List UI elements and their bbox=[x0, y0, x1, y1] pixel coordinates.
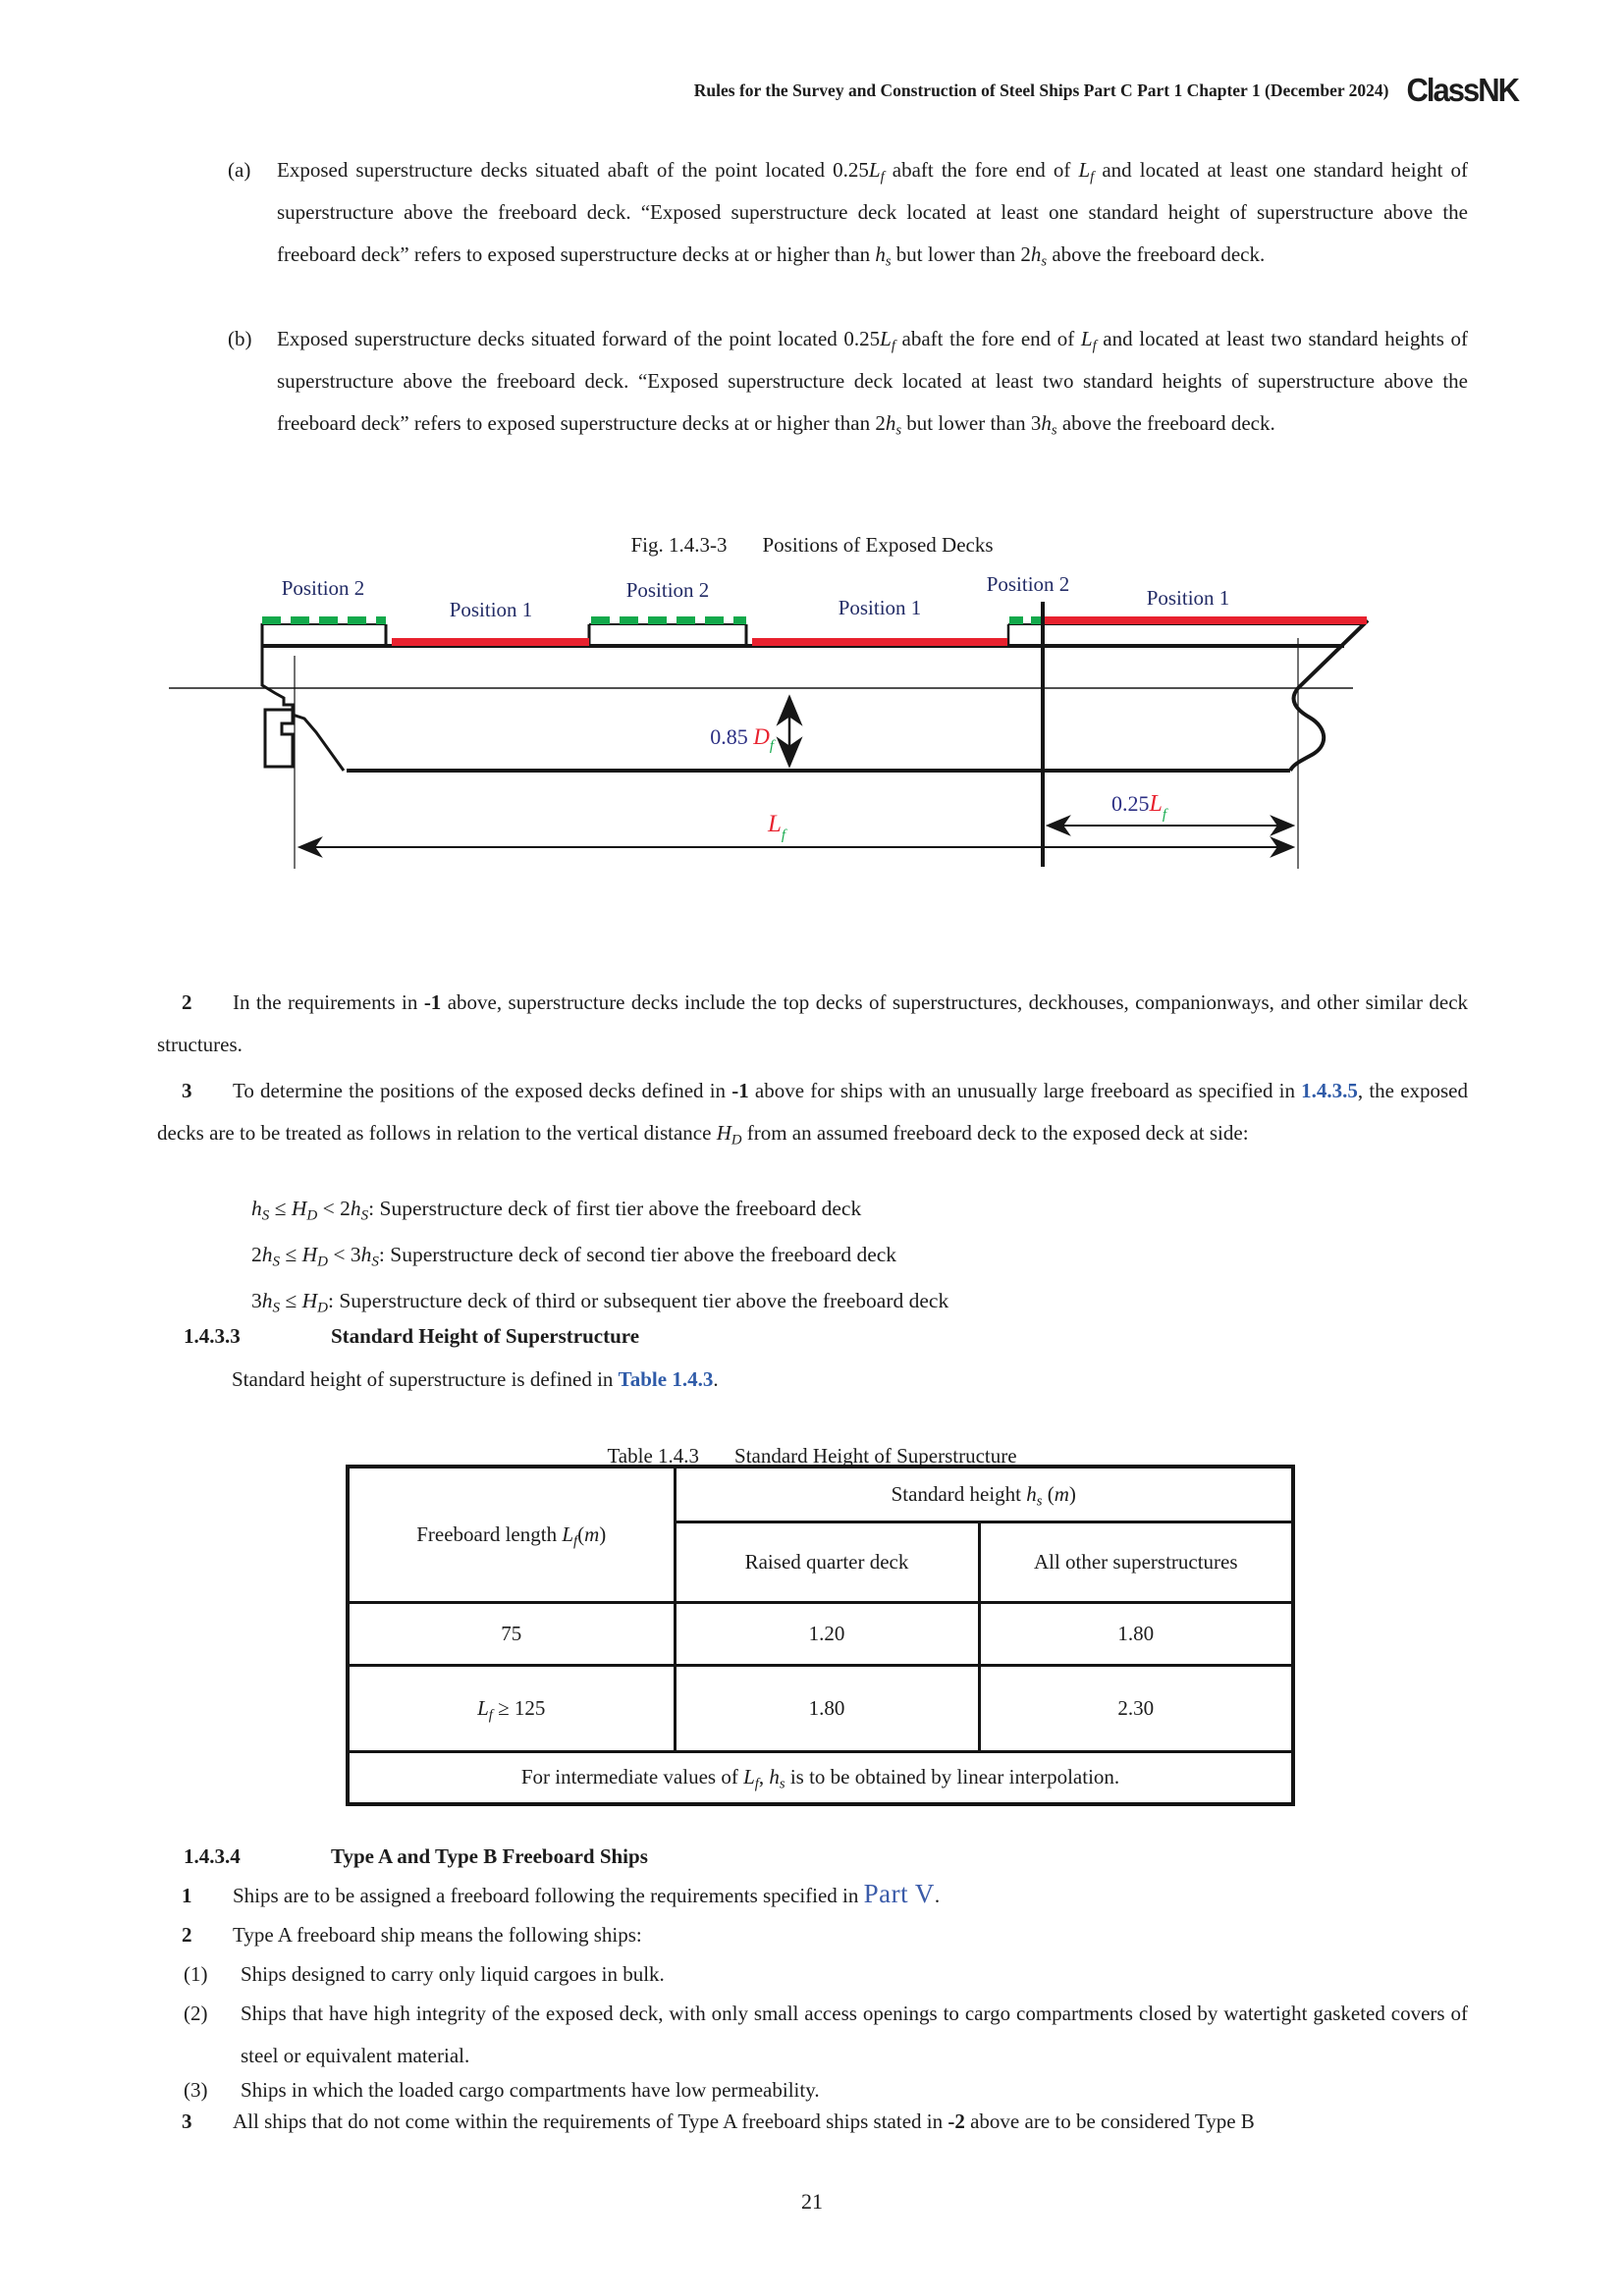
text-segment: s bbox=[1041, 253, 1048, 270]
text-segment: Ships that have high integrity of the exposed deck, with only small access openings to cargo compartments closed by watertight gasketed covers of steel or equivalent material. bbox=[241, 2002, 1468, 2067]
text-segment: h bbox=[1041, 411, 1052, 435]
classnk-logo: ClassNK bbox=[1406, 71, 1518, 109]
item-marker: (1) bbox=[184, 1962, 208, 1986]
bulbous-bow-curve bbox=[1290, 688, 1324, 771]
text-segment: f bbox=[754, 1776, 759, 1792]
text-segment: s bbox=[779, 1776, 785, 1792]
text-segment: h bbox=[261, 1243, 273, 1266]
paragraph-text bbox=[233, 2109, 1255, 2133]
text-segment: D bbox=[731, 1132, 742, 1148]
text-segment: ( bbox=[1042, 1481, 1055, 1506]
text-segment: h bbox=[251, 1197, 262, 1220]
text-segment: 75 bbox=[501, 1621, 522, 1645]
text-segment: S bbox=[272, 1300, 281, 1316]
table-row bbox=[348, 1602, 1293, 1665]
position2-label: Position 2 bbox=[625, 578, 710, 602]
text-segment: h bbox=[1026, 1481, 1037, 1506]
text-segment: , the exposed decks are to be treated as follows in relation to the vertical distance bbox=[157, 1079, 1469, 1145]
text-segment: 3 bbox=[251, 1289, 262, 1312]
text-segment: S bbox=[371, 1254, 379, 1270]
item-marker: (2) bbox=[184, 2002, 208, 2025]
text-segment: L bbox=[477, 1695, 489, 1720]
depth-dimension-label: 0.85 $D_f$ bbox=[710, 724, 774, 754]
text-segment: h bbox=[350, 1197, 361, 1220]
text-segment: m bbox=[1054, 1481, 1069, 1506]
text-segment: : Superstructure deck of first tier above the freeboard deck bbox=[368, 1197, 862, 1220]
text-segment: but lower than 3 bbox=[901, 411, 1042, 435]
cell-rqd-height: 1.20 bbox=[675, 1602, 979, 1665]
text-segment: D bbox=[317, 1254, 328, 1270]
text-segment: h bbox=[261, 1289, 273, 1312]
text-segment: -1 bbox=[731, 1079, 749, 1102]
paragraph-434-2 bbox=[157, 1914, 1468, 1956]
item-marker: (b) bbox=[228, 327, 252, 350]
item-text bbox=[241, 2078, 820, 2102]
text-segment: In the requirements in bbox=[233, 990, 424, 1014]
position1-label: Position 1 bbox=[838, 596, 922, 619]
position2-label: Position 2 bbox=[281, 576, 365, 600]
text-segment: . bbox=[934, 1884, 941, 1907]
paragraph-text bbox=[233, 1923, 642, 1947]
text-segment: Exposed superstructure decks situated forward of the point located 0.25 bbox=[277, 327, 881, 350]
text-segment: h bbox=[1030, 242, 1042, 266]
length-dimension-label: $L_f$ bbox=[768, 811, 786, 843]
list-item-b bbox=[228, 318, 1469, 445]
page-header bbox=[0, 73, 1518, 108]
text-segment: L bbox=[1078, 158, 1091, 182]
col-header-all-other: All other superstructures bbox=[979, 1522, 1293, 1602]
cross-reference-link[interactable]: Table 1.4.3 bbox=[618, 1367, 714, 1391]
paragraph-number: 2 bbox=[182, 990, 192, 1014]
text-segment: s bbox=[1051, 422, 1057, 439]
text-segment: f bbox=[891, 338, 895, 354]
text-segment: m bbox=[584, 1522, 600, 1546]
table-row bbox=[348, 1665, 1293, 1751]
text-segment: Ships designed to carry only liquid cargoes in bulk. bbox=[241, 1962, 665, 1986]
paragraph-text bbox=[157, 990, 1468, 1056]
text-segment: s bbox=[885, 253, 892, 270]
text-segment: . bbox=[713, 1367, 719, 1391]
section-heading-1-4-3-4 bbox=[184, 1836, 648, 1878]
text-segment: ) bbox=[1068, 1481, 1076, 1506]
text-segment: above for ships with an unusually large freeboard as specified in bbox=[748, 1079, 1302, 1102]
text-segment: : Superstructure deck of second tier above the freeboard deck bbox=[378, 1243, 897, 1266]
paragraph-434-1 bbox=[157, 1873, 1468, 1917]
ship-profile-svg bbox=[167, 569, 1404, 898]
col-header-freeboard-length bbox=[348, 1467, 675, 1602]
paragraph-2 bbox=[157, 982, 1468, 1066]
table-caption-label: Table 1.4.3 bbox=[607, 1444, 700, 1468]
text-segment: All ships that do not come within the requirements of Type A freeboard ships stated in bbox=[233, 2109, 948, 2133]
text-segment: Standard height bbox=[891, 1481, 1027, 1506]
text-segment: L bbox=[1080, 327, 1093, 350]
paragraph-number: 2 bbox=[182, 1923, 192, 1947]
text-segment: from an assumed freeboard deck to the exposed deck at side: bbox=[741, 1121, 1249, 1145]
text-segment: D bbox=[317, 1300, 328, 1316]
paragraph-3 bbox=[157, 1070, 1468, 1154]
section-heading-1-4-3-3 bbox=[184, 1315, 639, 1358]
text-segment: and located at least two standard heights of superstructure above the freeboard deck. “Exposed superstructure deck located at least two standard heights of superstructure above the freeboard deck” refers to exposed superstructure decks at or higher than 2 bbox=[277, 327, 1469, 435]
text-segment: : Superstructure deck of third or subsequent tier above the freeboard deck bbox=[328, 1289, 949, 1312]
text-segment: Exposed superstructure decks situated abaft of the point located 0.25 bbox=[277, 158, 869, 182]
position1-label: Position 1 bbox=[449, 598, 533, 621]
cell-length bbox=[348, 1665, 675, 1751]
text-segment: f bbox=[1090, 169, 1095, 186]
text-segment: -2 bbox=[947, 2109, 965, 2133]
text-segment: Freeboard length bbox=[416, 1522, 563, 1546]
paragraph-number: 3 bbox=[182, 1079, 192, 1102]
cross-reference-link[interactable]: 1.4.3.5 bbox=[1301, 1079, 1358, 1102]
text-segment: , bbox=[758, 1765, 770, 1789]
figure-caption-label: Fig. 1.4.3-3 bbox=[630, 533, 728, 557]
col-header-standard-height bbox=[675, 1467, 1293, 1522]
text-segment: s bbox=[895, 422, 902, 439]
text-segment: < 2 bbox=[317, 1197, 351, 1220]
figure-caption-title: Positions of Exposed Decks bbox=[762, 533, 994, 557]
text-segment: s bbox=[1036, 1493, 1043, 1510]
standard-height-table bbox=[346, 1465, 1295, 1806]
text-segment: h bbox=[360, 1243, 372, 1266]
col-header-raised-quarter-deck: Raised quarter deck bbox=[675, 1522, 979, 1602]
position2-label: Position 2 bbox=[986, 572, 1070, 596]
text-segment: f bbox=[573, 1533, 578, 1550]
text-segment: H bbox=[716, 1121, 731, 1145]
figure-caption bbox=[0, 524, 1624, 566]
tier-condition-2 bbox=[251, 1232, 948, 1278]
text-segment: is to be obtained by linear interpolation. bbox=[785, 1765, 1120, 1789]
paragraph-text bbox=[233, 1879, 941, 1908]
text-segment: ( bbox=[577, 1522, 585, 1546]
text-segment: f bbox=[1092, 338, 1097, 354]
text-segment: ≤ bbox=[280, 1243, 302, 1266]
text-segment: L bbox=[880, 327, 892, 350]
text-segment: h bbox=[875, 242, 886, 266]
bow-stem-line bbox=[1298, 620, 1368, 688]
text-segment: H bbox=[291, 1197, 307, 1220]
text-segment: Type A freeboard ship means the following ships: bbox=[233, 1923, 642, 1947]
text-segment: 2 bbox=[251, 1243, 262, 1266]
text-segment: f bbox=[488, 1706, 493, 1723]
text-segment: ) bbox=[599, 1522, 607, 1546]
text-segment: and located at least one standard height of superstructure above the freeboard deck. “Exposed superstructure deck located at least one standard height of superstructure above the freeboard deck” refers to exposed superstructure decks at or higher than bbox=[277, 158, 1469, 266]
text-segment: L bbox=[562, 1522, 574, 1546]
quarter-length-dimension-label: $0.25L_f$ bbox=[1111, 791, 1167, 823]
section-number: 1.4.3.3 bbox=[184, 1324, 241, 1348]
position1-label: Position 1 bbox=[1146, 586, 1230, 610]
text-segment: For intermediate values of bbox=[520, 1765, 744, 1789]
cell-other-height: 1.80 bbox=[979, 1602, 1293, 1665]
text-segment: above are to be considered Type B bbox=[964, 2109, 1255, 2133]
text-segment: S bbox=[261, 1207, 270, 1224]
table-note bbox=[348, 1751, 1293, 1804]
cell-rqd-height: 1.80 bbox=[675, 1665, 979, 1751]
text-segment: above, superstructure decks include the top decks of superstructures, deckhouses, companionways, and other similar deck structures. bbox=[157, 990, 1469, 1056]
cell-length bbox=[348, 1602, 675, 1665]
text-segment: ≤ bbox=[269, 1197, 292, 1220]
text-segment: Ships are to be assigned a freeboard following the requirements specified in bbox=[233, 1884, 864, 1907]
list-item-1 bbox=[184, 1953, 1468, 1996]
item-text bbox=[277, 327, 1469, 439]
page-number: 21 bbox=[801, 2189, 823, 2214]
cell-other-height: 2.30 bbox=[979, 1665, 1293, 1751]
text-segment: abaft the fore end of bbox=[884, 158, 1079, 182]
tier-conditions bbox=[251, 1186, 948, 1324]
text-segment: ≤ bbox=[280, 1289, 302, 1312]
list-item-2 bbox=[184, 1993, 1468, 2077]
section-title: Type A and Type B Freeboard Ships bbox=[331, 1844, 648, 1868]
item-marker: (a) bbox=[228, 158, 251, 182]
paragraph-number: 3 bbox=[182, 2109, 192, 2133]
text-segment: H bbox=[301, 1243, 318, 1266]
text-segment: h bbox=[885, 411, 896, 435]
table-caption-title: Standard Height of Superstructure bbox=[734, 1444, 1017, 1468]
text-segment: < 3 bbox=[328, 1243, 361, 1266]
table-row bbox=[348, 1751, 1293, 1804]
item-text bbox=[241, 2002, 1468, 2067]
cross-reference-link[interactable]: Part V bbox=[863, 1879, 935, 1908]
list-item-a bbox=[228, 149, 1469, 276]
text-segment: L bbox=[868, 158, 881, 182]
ship-profile-figure bbox=[167, 569, 1404, 898]
text-segment: above the freeboard deck. bbox=[1056, 411, 1275, 435]
text-segment: ≥ 125 bbox=[492, 1695, 546, 1720]
paragraph-number: 1 bbox=[182, 1884, 192, 1907]
item-text bbox=[277, 158, 1469, 270]
section-title: Standard Height of Superstructure bbox=[331, 1324, 640, 1348]
paragraph-434-3 bbox=[157, 2101, 1468, 2143]
text-segment: f bbox=[880, 169, 885, 186]
tier-condition-1 bbox=[251, 1186, 948, 1232]
text-segment: To determine the positions of the exposed decks defined in bbox=[233, 1079, 732, 1102]
text-segment: H bbox=[301, 1289, 318, 1312]
text-segment: but lower than 2 bbox=[891, 242, 1031, 266]
section-1-4-3-3-body bbox=[232, 1359, 1468, 1401]
text-segment: Standard height of superstructure is defined in bbox=[232, 1367, 619, 1391]
header-title: Rules for the Survey and Construction of Steel Ships Part C Part 1 Chapter 1 (December 2024) bbox=[693, 80, 1389, 100]
text-segment: D bbox=[306, 1207, 318, 1224]
text-segment: h bbox=[769, 1765, 780, 1789]
text-segment: -1 bbox=[423, 990, 442, 1014]
text-segment: S bbox=[272, 1254, 281, 1270]
paragraph-text bbox=[157, 1079, 1469, 1148]
item-marker: (3) bbox=[184, 2078, 208, 2102]
section-number: 1.4.3.4 bbox=[184, 1844, 241, 1868]
text-segment: Ships in which the loaded cargo compartments have low permeability. bbox=[241, 2078, 820, 2102]
rudder-outline bbox=[265, 710, 293, 767]
text-segment: L bbox=[743, 1765, 755, 1789]
text-segment: S bbox=[360, 1207, 369, 1224]
text-segment: abaft the fore end of bbox=[894, 327, 1081, 350]
item-text bbox=[241, 1962, 665, 1986]
text-segment: above the freeboard deck. bbox=[1047, 242, 1266, 266]
